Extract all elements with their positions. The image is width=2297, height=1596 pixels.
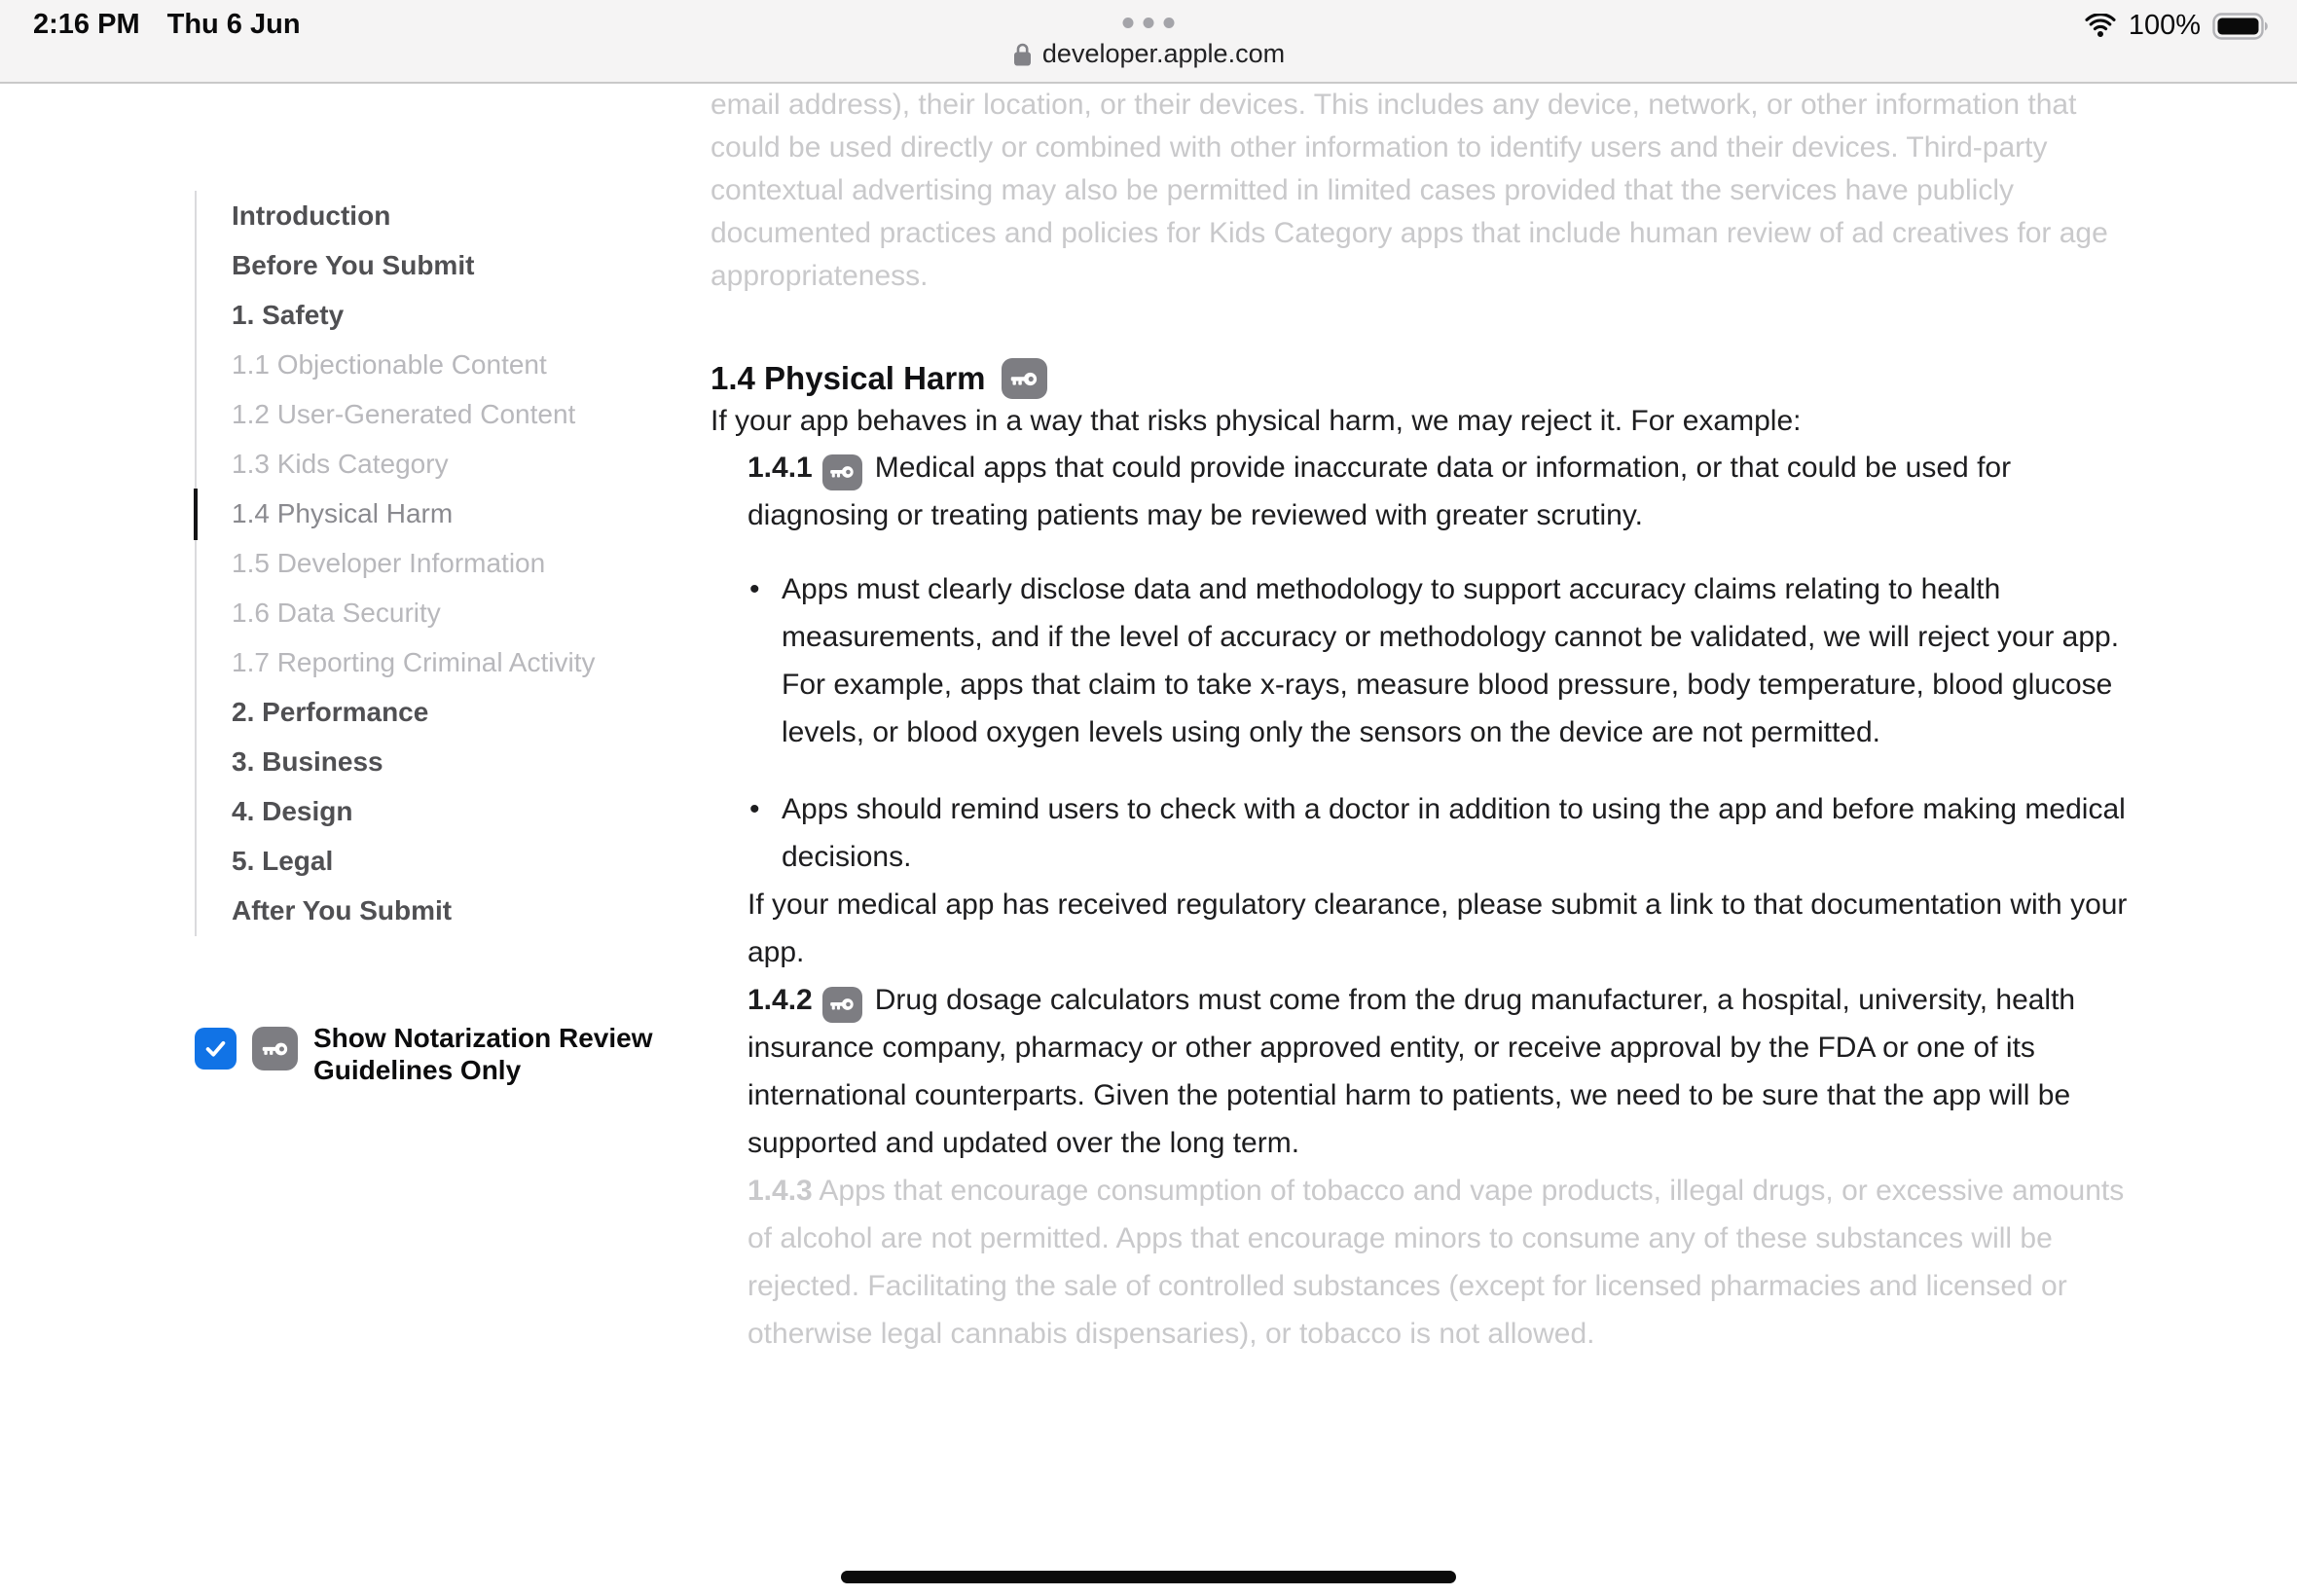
sidebar-item-design[interactable]: 4. Design	[232, 795, 353, 826]
rules-group	[747, 444, 2133, 1358]
sidebar-item-objectionable[interactable]: 1.1 Objectionable Content	[232, 348, 547, 380]
sidebar-item-introduction[interactable]: Introduction	[232, 200, 391, 231]
battery-percent: 100%	[2128, 10, 2201, 41]
sidebar-item-physical-harm[interactable]: 1.4 Physical Harm	[232, 497, 454, 528]
dot-icon	[1144, 18, 1154, 28]
rule-1-4-2	[747, 976, 2133, 1167]
notarization-key-icon	[1002, 358, 1047, 399]
status-date: Thu 6 Jun	[166, 9, 301, 40]
rule-number: 1.4.1	[747, 452, 813, 484]
rule-text: Medical apps that could provide inaccurate data or information, or that could be used for diagnosing or treating patients may be reviewed with greater scrutiny.	[747, 452, 2012, 531]
notarization-filter-label[interactable]: Show Notarization Review Guidelines Only	[313, 1023, 653, 1085]
sidebar-item-before-you-submit[interactable]: Before You Submit	[232, 249, 475, 280]
rule-text: Drug dosage calculators must come from the drug manufacturer, a hospital, university, health insurance company, pharmacy or other approved entity, or receive approval by the FDA or one of its international counterparts. Given the potential harm to patients, we need to be sure that the app will be supported and updated over the long term.	[747, 984, 2076, 1159]
lock-icon	[1012, 42, 1033, 67]
regulatory-note: If your medical app has received regulatory clearance, please submit a link to that documentation with your app.	[747, 889, 2128, 968]
notarization-key-icon	[822, 454, 862, 490]
section-heading-physical-harm	[711, 358, 2133, 399]
sidebar-item-legal[interactable]: 5. Legal	[232, 845, 334, 876]
sidebar-item-business[interactable]: 3. Business	[232, 745, 383, 777]
rule-1-4-1	[747, 444, 2133, 539]
bullet-item: • Apps must clearly disclose data and methodology to support accuracy claims relating to health measurements, and if the level of accuracy or methodology cannot be validated, we will reject your app. For example, apps that claim to take x-rays, measure blood pressure, body temperature, blood glucose levels, or blood oxygen levels using only the sensors on the device are not permitted.	[747, 565, 2133, 756]
dot-icon	[1123, 18, 1134, 28]
rule-number: 1.4.2	[747, 984, 813, 1016]
sidebar-item-data-security[interactable]: 1.6 Data Security	[232, 597, 441, 628]
notarization-filter	[195, 1022, 654, 1086]
status-bar-right	[2084, 10, 2270, 42]
section-heading-text: 1.4 Physical Harm	[711, 360, 986, 396]
address-bar[interactable]	[0, 39, 2297, 69]
rule-number: 1.4.3	[747, 1175, 813, 1207]
status-time: 2:16 PM	[33, 9, 140, 40]
sidebar-item-after-you-submit[interactable]: After You Submit	[232, 894, 453, 925]
dot-icon	[1164, 18, 1175, 28]
rule-1-4-3-faded	[747, 1167, 2133, 1358]
section-lead: If your app behaves in a way that risks physical harm, we may reject it. For example:	[711, 405, 1802, 437]
sidebar-item-developer-info[interactable]: 1.5 Developer Information	[232, 547, 546, 578]
sidebar-item-performance[interactable]: 2. Performance	[232, 696, 429, 727]
sidebar-item-criminal-activity[interactable]: 1.7 Reporting Criminal Activity	[232, 646, 596, 677]
home-indicator[interactable]	[841, 1571, 1456, 1583]
tab-overview-button[interactable]	[1123, 18, 1175, 28]
sidebar-item-kids-category[interactable]: 1.3 Kids Category	[232, 448, 449, 479]
bullet-item: • Apps should remind users to check with a doctor in addition to using the app and before making medical decisions.	[747, 785, 2133, 881]
sidebar-item-user-generated[interactable]: 1.2 User-Generated Content	[232, 398, 576, 429]
faded-paragraph-kids-category: email address), their location, or their devices. This includes any device, network, or other information that could be used directly or combined with other information to identify users and their devices. Third-party contextual advertising may also be permitted in limited cases provided that the services have publicly documented practices and policies for Kids Category apps that include human review of ad creatives for age appropriateness.	[711, 89, 2108, 292]
notarization-key-icon	[822, 987, 862, 1023]
sidebar-item-safety[interactable]: 1. Safety	[232, 299, 345, 330]
wifi-icon	[2084, 14, 2117, 39]
battery-icon	[2212, 13, 2270, 40]
guidelines-content	[711, 84, 2133, 1596]
rule-text: Apps that encourage consumption of tobacco and vape products, illegal drugs, or excessive amounts of alcohol are not permitted. Apps that encourage minors to consume any of these substances will be rejected. Facilitating the sale of controlled substances (except for licensed pharmacies and licensed or otherwise legal cannabis dispensaries), or tobacco is not allowed.	[747, 1175, 2125, 1350]
status-bar-left	[33, 9, 301, 41]
notarization-key-icon	[252, 1027, 298, 1070]
browser-chrome	[0, 0, 2297, 84]
guidelines-sidebar	[232, 191, 595, 935]
checkmark-icon	[202, 1035, 229, 1062]
current-section-indicator	[194, 489, 198, 540]
address-bar-domain: developer.apple.com	[1041, 39, 1286, 68]
notarization-filter-checkbox[interactable]	[195, 1028, 237, 1070]
rule-1-4-1-bullets	[747, 565, 2133, 881]
sidebar-divider	[195, 191, 197, 936]
